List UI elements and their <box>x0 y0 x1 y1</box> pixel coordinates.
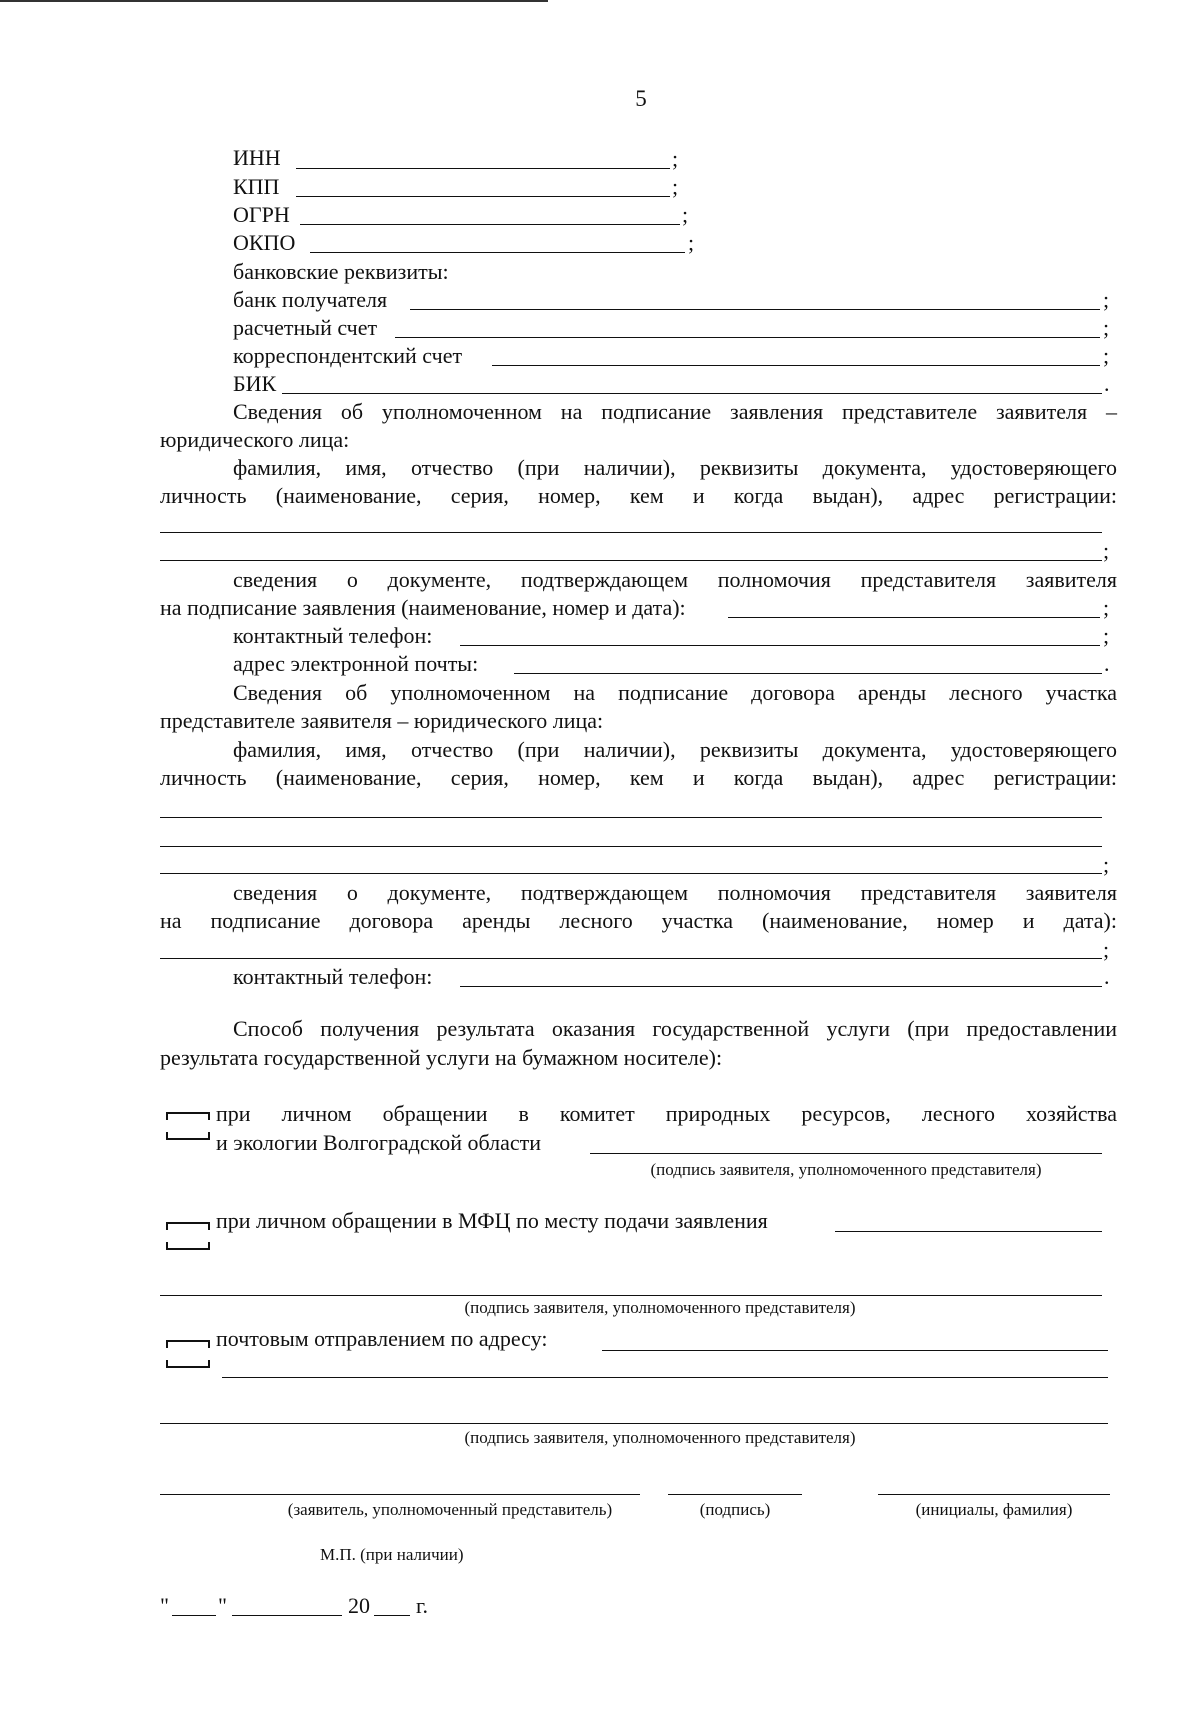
date-month-field[interactable] <box>232 1615 342 1616</box>
option-mail-label: почтовым отправлением по адресу: <box>216 1326 548 1351</box>
rep-contract-fio: фамилия, имя, отчество (при наличии), реквизиты документа, удостоверяющего <box>233 737 1117 762</box>
semicolon: ; <box>1103 595 1110 620</box>
option-mail-address-field[interactable] <box>222 1377 1108 1378</box>
option-committee-signature-caption: (подпись заявителя, уполномоченного представителя) <box>650 1160 1042 1179</box>
period: . <box>1104 651 1110 676</box>
name-caption: (инициалы, фамилия) <box>915 1500 1073 1519</box>
rep-contract-doc: сведения о документе, подтверждающем полномочия представителя заявителя <box>233 880 1117 905</box>
kpp-label: КПП <box>233 174 280 199</box>
date-year-suffix: г. <box>416 1593 429 1618</box>
date-year-prefix: 20 <box>348 1593 370 1618</box>
semicolon: ; <box>682 202 689 227</box>
period: . <box>1104 964 1110 989</box>
semicolon: ; <box>1103 538 1110 563</box>
semicolon: ; <box>1103 343 1110 368</box>
option-mail-checkbox[interactable] <box>166 1340 206 1368</box>
name-field[interactable] <box>878 1494 1110 1495</box>
rep-contract-fio-field[interactable] <box>160 817 1102 818</box>
bank-field[interactable] <box>410 309 1100 310</box>
option-mail-signature-caption: (подпись заявителя, уполномоченного представителя) <box>464 1428 856 1447</box>
date-day-field[interactable] <box>172 1615 216 1616</box>
rep-application-fio: фамилия, имя, отчество (при наличии), реквизиты документа, удостоверяющего <box>233 455 1117 480</box>
rep-application-phone-label: контактный телефон: <box>233 623 433 648</box>
kpp-field[interactable] <box>296 196 670 197</box>
inn-field[interactable] <box>296 168 670 169</box>
result-method-heading-cont: результата государственной услуги на бумажном носителе): <box>160 1045 723 1070</box>
option-mail-signature-field[interactable] <box>160 1423 1108 1424</box>
rep-application-doc: сведения о документе, подтверждающем полномочия представителя заявителя <box>233 567 1117 592</box>
okpo-label: ОКПО <box>233 230 296 255</box>
stamp-label: М.П. (при наличии) <box>320 1545 464 1564</box>
option-mfc-checkbox[interactable] <box>166 1222 206 1250</box>
ogrn-field[interactable] <box>300 224 680 225</box>
semicolon: ; <box>1103 287 1110 312</box>
semicolon: ; <box>1103 852 1110 877</box>
account-label: расчетный счет <box>233 315 378 340</box>
option-committee-label: при личном обращении в комитет природных ресурсов, лесного хозяйства <box>216 1101 1117 1126</box>
rep-contract-doc-cont: на подписание договора аренды лесного участка (наименование, номер и дата): <box>160 908 1117 933</box>
period: . <box>1104 371 1110 396</box>
rep-contract-fio-field[interactable] <box>160 846 1102 847</box>
page-number: 5 <box>635 86 647 111</box>
rep-contract-phone-field[interactable] <box>460 986 1102 987</box>
account-field[interactable] <box>395 337 1100 338</box>
option-mfc-label: при личном обращении в МФЦ по месту подачи заявления <box>216 1208 768 1233</box>
option-mail-address-field[interactable] <box>602 1350 1108 1351</box>
bik-field[interactable] <box>282 393 1102 394</box>
okpo-field[interactable] <box>310 252 685 253</box>
semicolon: ; <box>672 146 679 171</box>
rep-contract-heading-cont: представителе заявителя – юридического лица: <box>160 708 604 733</box>
date-quote-close: " <box>218 1593 227 1618</box>
rep-contract-fio-cont: личность (наименование, серия, номер, кем и когда выдан), адрес регистрации: <box>160 765 1117 790</box>
rep-contract-phone-label: контактный телефон: <box>233 964 433 989</box>
rep-contract-fio-field[interactable] <box>160 873 1102 874</box>
date-year-field[interactable] <box>374 1615 410 1616</box>
bik-label: БИК <box>233 371 277 396</box>
date-quote-open: " <box>160 1593 169 1618</box>
applicant-caption: (заявитель, уполномоченный представитель) <box>287 1500 613 1519</box>
rep-application-email-field[interactable] <box>514 673 1102 674</box>
top-border-line <box>0 0 548 2</box>
signature-field[interactable] <box>668 1494 802 1495</box>
rep-application-fio-field[interactable] <box>160 560 1102 561</box>
rep-application-heading: Сведения об уполномоченном на подписание заявления представителе заявителя – <box>233 399 1117 424</box>
rep-application-fio-field[interactable] <box>160 532 1102 533</box>
rep-application-doc-field[interactable] <box>728 617 1100 618</box>
corr-account-label: корреспондентский счет <box>233 343 463 368</box>
option-committee-checkbox[interactable] <box>166 1112 206 1140</box>
rep-application-fio-cont: личность (наименование, серия, номер, кем и когда выдан), адрес регистрации: <box>160 483 1117 508</box>
rep-application-email-label: адрес электронной почты: <box>233 651 479 676</box>
inn-label: ИНН <box>233 145 281 170</box>
rep-application-doc-cont: на подписание заявления (наименование, номер и дата): <box>160 595 686 620</box>
rep-application-heading-cont: юридического лица: <box>160 427 350 452</box>
bank-details-label: банковские реквизиты: <box>233 259 449 284</box>
bank-label: банк получателя <box>233 287 388 312</box>
semicolon: ; <box>1103 315 1110 340</box>
semicolon: ; <box>1103 623 1110 648</box>
rep-contract-heading: Сведения об уполномоченном на подписание договора аренды лесного участка <box>233 680 1117 705</box>
option-committee-label-cont: и экологии Волгоградской области <box>216 1130 542 1155</box>
semicolon: ; <box>688 230 695 255</box>
rep-contract-doc-field[interactable] <box>160 958 1102 959</box>
signature-caption: (подпись) <box>699 1500 771 1519</box>
option-committee-signature-field[interactable] <box>590 1153 1102 1154</box>
applicant-signature-field[interactable] <box>160 1494 640 1495</box>
result-method-heading: Способ получения результата оказания государственной услуги (при предоставлении <box>233 1016 1117 1041</box>
corr-account-field[interactable] <box>492 365 1100 366</box>
option-mfc-signature-field[interactable] <box>160 1295 1102 1296</box>
rep-application-phone-field[interactable] <box>460 645 1100 646</box>
option-mfc-signature-caption: (подпись заявителя, уполномоченного представителя) <box>464 1298 856 1317</box>
semicolon: ; <box>672 174 679 199</box>
ogrn-label: ОГРН <box>233 202 290 227</box>
option-mfc-field[interactable] <box>835 1231 1102 1232</box>
semicolon: ; <box>1103 937 1110 962</box>
